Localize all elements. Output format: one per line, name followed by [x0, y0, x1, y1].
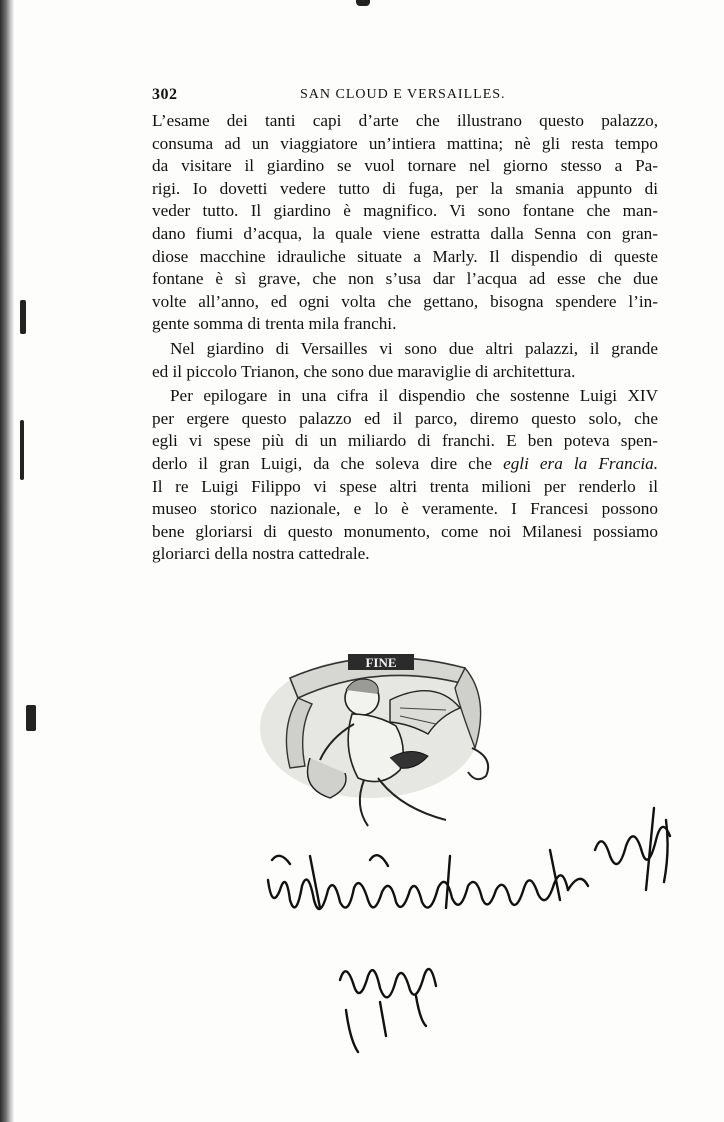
handwritten-scribble: [250, 790, 690, 1060]
paragraph: [152, 338, 658, 383]
text-line: fontane è sì grave, che non s’usa dar l’acqua ad esse che due: [152, 269, 658, 289]
text-line: da visitare il giardino se vuol tornare nel giorno stesso a Pa-: [152, 156, 658, 176]
text-line: volte all’anno, ed ogni volta che gettano, bisogna spendere l’in-: [152, 291, 658, 311]
text-line: bene gloriarsi di questo monumento, come noi Milanesi possiamo: [152, 521, 658, 541]
text-line: Per epilogare in una cifra il dispendio che sostenne Luigi XIV: [170, 386, 658, 406]
italic-quote: egli era la Francia.: [503, 453, 658, 473]
text-line: Nel giardino di Versailles vi sono due altri palazzi, il grande: [170, 338, 658, 358]
page-number: 302: [152, 86, 178, 103]
text-fragment: derlo il gran Luigi, da che soleva dire che: [152, 453, 504, 473]
text-line: veder tutto. Il giardino è magnifico. Vi sono fontane che man-: [152, 201, 658, 221]
page-edge-mark: [356, 0, 370, 6]
body-text: [152, 110, 658, 566]
paragraph: [152, 385, 658, 566]
binding-mark: [26, 705, 36, 731]
paragraph: [152, 110, 658, 336]
running-title: SAN CLOUD E VERSAILLES.: [300, 87, 506, 102]
text-line: egli vi spese più di un miliardo di franchi. E ben poteva spen-: [152, 431, 658, 451]
text-line: dano fiumi d’acqua, la quale viene estratta dalla Senna con gran-: [152, 223, 658, 243]
banner-text: FINE: [365, 655, 397, 670]
text-line: consuma ad un viaggiatore un’intiera mattina; nè gli resta tempo: [152, 133, 658, 153]
page-header: [152, 86, 658, 108]
text-line: gente somma di trenta mila franchi.: [152, 314, 397, 334]
text-line: rigi. Io dovetti vedere tutto di fuga, per la smania appunto di: [152, 178, 658, 198]
binding-mark: [20, 300, 26, 334]
text-line: [152, 453, 658, 476]
text-line: museo storico nazionale, e lo è veramente. I Francesi possono: [152, 499, 658, 519]
binding-mark: [20, 420, 24, 480]
text-line: diose macchine idrauliche situate a Marly. Il dispendio di queste: [152, 246, 658, 266]
text-line: gloriarci della nostra cattedrale.: [152, 544, 370, 564]
binding-shadow: [0, 0, 14, 1122]
text-line: L’esame dei tanti capi d’arte che illustrano questo palazzo,: [152, 111, 658, 130]
text-line: ed il piccolo Trianon, che sono due maraviglie di architettura.: [152, 361, 576, 381]
text-line: per ergere questo palazzo ed il parco, diremo questo solo, che: [152, 408, 658, 428]
text-line: Il re Luigi Filippo vi spese altri trenta milioni per renderlo il: [152, 476, 658, 496]
